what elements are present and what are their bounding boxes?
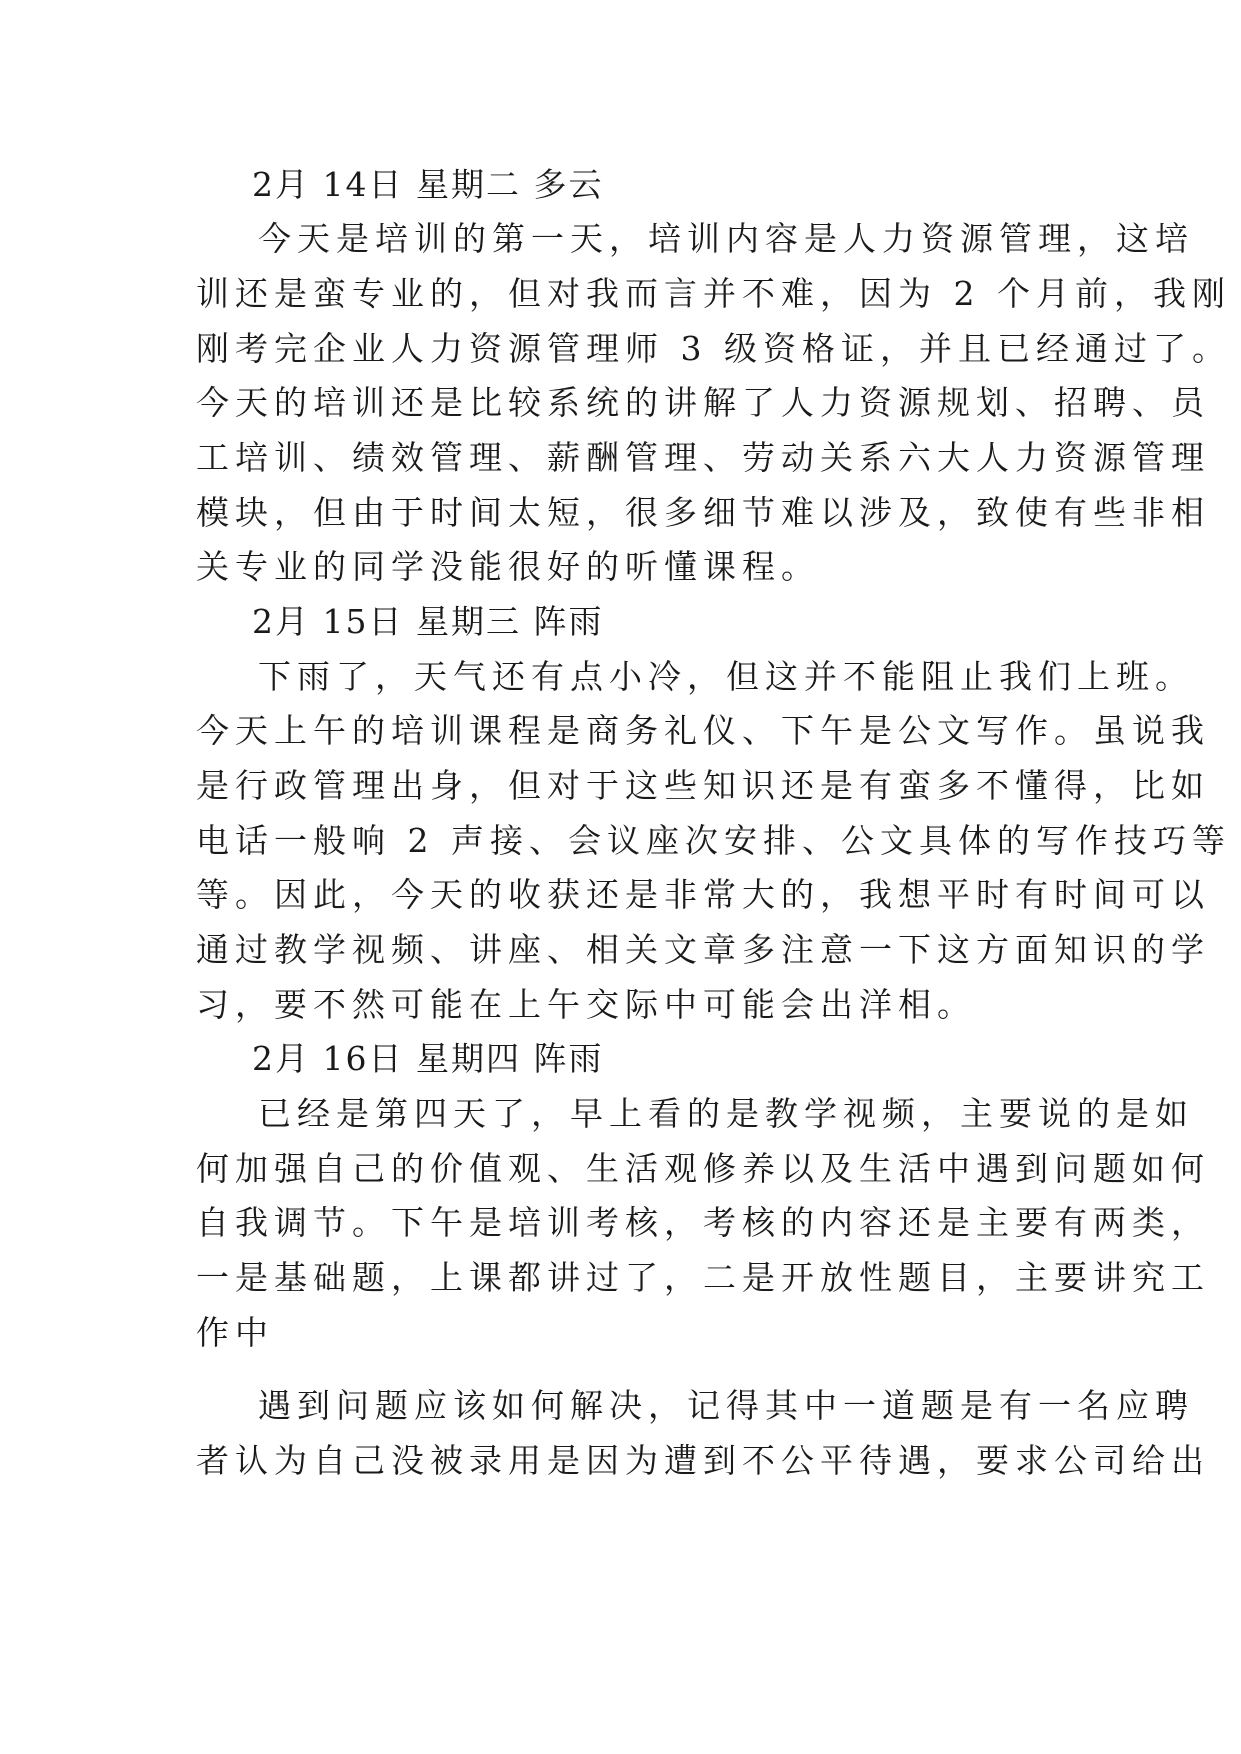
paragraph-line: 关专业的同学没能很好的听懂课程。 xyxy=(196,547,820,586)
paragraph-line: 遇到问题应该如何解决，记得其中一道题是有一名应聘 xyxy=(258,1386,1194,1425)
paragraph-line: 等。因此，今天的收获还是非常大的，我想平时有时间可以 xyxy=(196,875,1210,914)
paragraph-line: 习，要不然可能在上午交际中可能会出洋相。 xyxy=(196,985,976,1024)
paragraph-line: 自我调节。下午是培训考核，考核的内容还是主要有两类， xyxy=(196,1203,1210,1242)
paragraph-line: 通过教学视频、讲座、相关文章多注意一下这方面知识的学 xyxy=(196,930,1210,969)
paragraph-line: 刚考完企业人力资源管理师 3 级资格证，并且已经通过了。 xyxy=(196,329,1231,368)
paragraph-line: 今天上午的培训课程是商务礼仪、下午是公文写作。虽说我 xyxy=(196,711,1210,750)
paragraph-line: 一是基础题，上课都讲过了，二是开放性题目，主要讲究工 xyxy=(196,1258,1210,1297)
paragraph-line: 工培训、绩效管理、薪酬管理、劳动关系六大人力资源管理 xyxy=(196,438,1210,477)
paragraph-line: 作中 xyxy=(196,1313,274,1352)
entry-date: 2月 15日 星期三 阵雨 xyxy=(252,602,604,641)
entry-date: 2月 14日 星期二 多云 xyxy=(252,165,604,204)
paragraph-line: 电话一般响 2 声接、会议座次安排、公文具体的写作技巧等 xyxy=(196,821,1231,860)
paragraph-line: 已经是第四天了，早上看的是教学视频，主要说的是如 xyxy=(258,1094,1194,1133)
paragraph-line: 模块，但由于时间太短，很多细节难以涉及，致使有些非相 xyxy=(196,493,1210,532)
paragraph-line: 训还是蛮专业的，但对我而言并不难，因为 2 个月前，我刚 xyxy=(196,274,1231,313)
paragraph-line: 者认为自己没被录用是因为遭到不公平待遇，要求公司给出 xyxy=(196,1441,1210,1480)
paragraph-line: 下雨了，天气还有点小冷，但这并不能阻止我们上班。 xyxy=(258,657,1194,696)
paragraph-line: 今天是培训的第一天，培训内容是人力资源管理，这培 xyxy=(258,219,1194,258)
paragraph-line: 何加强自己的价值观、生活观修养以及生活中遇到问题如何 xyxy=(196,1149,1210,1188)
paragraph-line: 是行政管理出身，但对于这些知识还是有蛮多不懂得，比如 xyxy=(196,766,1210,805)
entry-date: 2月 16日 星期四 阵雨 xyxy=(252,1039,604,1078)
paragraph-line: 今天的培训还是比较系统的讲解了人力资源规划、招聘、员 xyxy=(196,383,1210,422)
